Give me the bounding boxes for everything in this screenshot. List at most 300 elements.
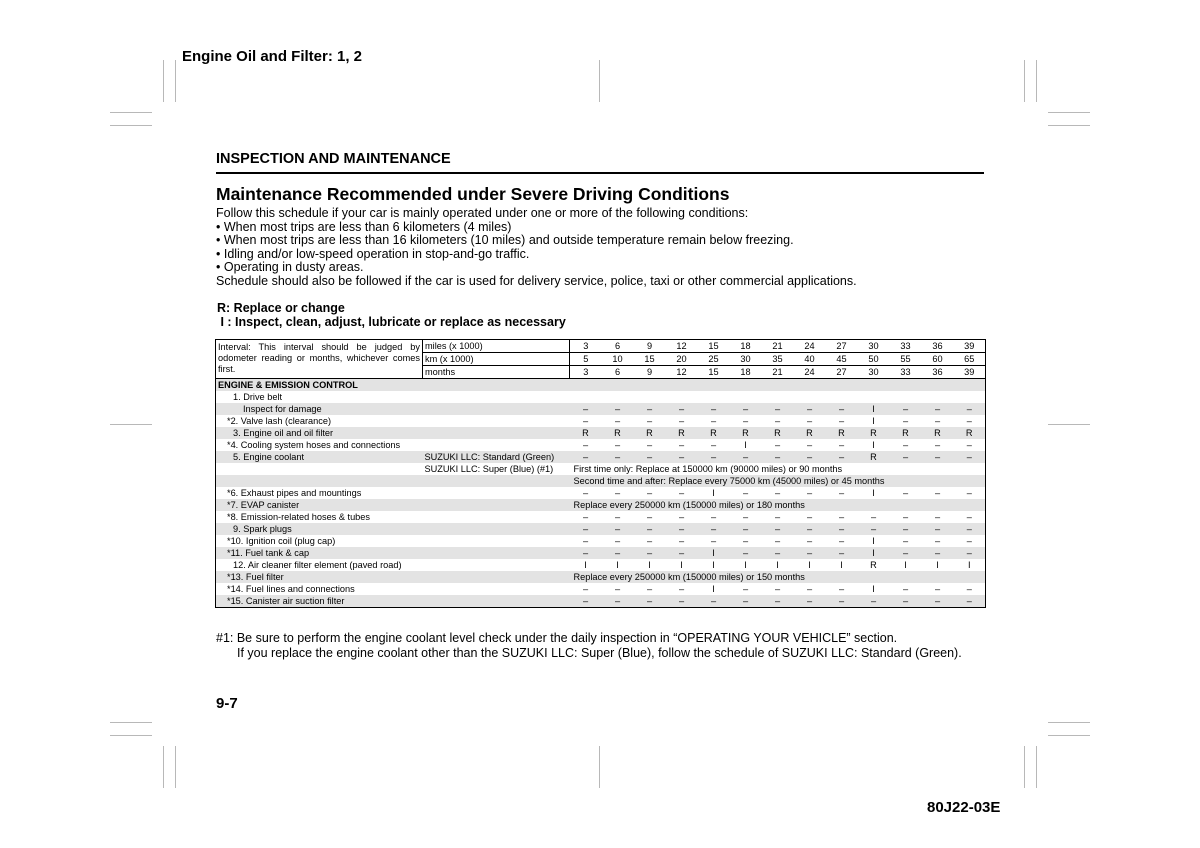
schedule-mark: –	[602, 595, 634, 608]
schedule-mark: –	[806, 536, 813, 546]
schedule-mark: I	[967, 560, 971, 570]
schedule-mark: –	[794, 403, 826, 415]
schedule-mark: –	[602, 403, 634, 415]
schedule-mark: –	[614, 440, 621, 450]
schedule-mark: –	[634, 523, 666, 535]
schedule-mark: –	[762, 403, 794, 415]
schedule-mark: –	[646, 488, 653, 498]
schedule-mark: I	[858, 547, 890, 559]
interval-unit-label: km (x 1000)	[423, 353, 570, 366]
schedule-mark: –	[966, 584, 972, 594]
schedule-mark: –	[934, 536, 941, 546]
schedule-mark	[890, 391, 922, 403]
schedule-mark: –	[602, 523, 634, 535]
schedule-mark: –	[646, 416, 653, 426]
schedule-mark: –	[646, 584, 653, 594]
schedule-mark: –	[678, 584, 685, 594]
schedule-mark	[954, 391, 986, 403]
schedule-mark	[634, 391, 666, 403]
schedule-mark: –	[890, 451, 922, 463]
schedule-mark: R	[634, 427, 666, 439]
schedule-mark: –	[614, 488, 621, 498]
crop-mark	[110, 125, 152, 126]
schedule-mark: –	[838, 584, 845, 594]
schedule-mark: –	[922, 523, 954, 535]
schedule-mark: –	[858, 595, 890, 608]
schedule-mark: –	[742, 584, 749, 594]
crop-mark	[1036, 746, 1037, 788]
schedule-mark: –	[922, 547, 954, 559]
schedule-mark: –	[954, 595, 986, 608]
schedule-mark: –	[902, 536, 909, 546]
schedule-mark	[730, 391, 762, 403]
crop-mark	[175, 60, 176, 102]
schedule-mark: –	[582, 440, 589, 450]
schedule-mark: –	[570, 547, 602, 559]
schedule-mark: –	[646, 440, 653, 450]
interval-value: 36	[922, 340, 954, 353]
schedule-mark: –	[730, 595, 762, 608]
interval-unit-label: miles (x 1000)	[423, 340, 570, 353]
schedule-mark: –	[838, 488, 845, 498]
schedule-mark: –	[806, 488, 813, 498]
schedule-mark: –	[678, 536, 685, 546]
interval-value: 24	[794, 340, 826, 353]
table-row	[216, 403, 986, 415]
schedule-note: First time only: Replace at 150000 km (90000 miles) or 90 months	[573, 464, 843, 474]
schedule-mark: –	[826, 547, 858, 559]
interval-value: 24	[794, 366, 826, 379]
interval-value: 18	[730, 366, 762, 379]
schedule-mark: I	[648, 560, 651, 570]
coolant-type	[423, 595, 570, 608]
schedule-mark: –	[902, 488, 909, 498]
section-header: INSPECTION AND MAINTENANCE	[216, 151, 451, 167]
schedule-mark: R	[954, 427, 986, 439]
schedule-mark	[570, 391, 602, 403]
schedule-mark: –	[774, 584, 781, 594]
document-title: Engine Oil and Filter: 1, 2	[182, 48, 363, 65]
crop-mark	[1024, 60, 1025, 102]
maintenance-item: *8. Emission-related hoses & tubes	[227, 512, 370, 522]
interval-value: 20	[666, 353, 698, 366]
interval-value: 6	[602, 340, 634, 353]
schedule-mark: –	[582, 512, 589, 522]
schedule-mark: –	[730, 523, 762, 535]
schedule-mark: –	[858, 523, 890, 535]
schedule-mark: I	[872, 416, 875, 426]
schedule-mark: –	[794, 523, 826, 535]
schedule-mark: –	[934, 416, 941, 426]
section-row	[216, 379, 986, 392]
crop-mark	[599, 746, 600, 788]
schedule-mark: –	[678, 488, 685, 498]
interval-value: 12	[666, 366, 698, 379]
schedule-mark: –	[614, 416, 621, 426]
schedule-mark: –	[890, 547, 922, 559]
schedule-mark: R	[666, 427, 698, 439]
schedule-mark: –	[954, 403, 986, 415]
coolant-type	[423, 439, 570, 451]
schedule-mark: I	[840, 560, 843, 570]
interval-header-row	[216, 340, 986, 353]
table-row	[216, 439, 986, 451]
schedule-mark: I	[712, 584, 715, 594]
schedule-mark: –	[934, 512, 941, 522]
schedule-mark: –	[890, 523, 922, 535]
crop-mark	[110, 112, 152, 113]
interval-value: 45	[826, 353, 858, 366]
maintenance-item	[216, 463, 423, 475]
schedule-mark: –	[806, 416, 813, 426]
crop-mark	[1048, 424, 1090, 425]
schedule-mark: –	[614, 584, 621, 594]
crop-mark	[1048, 125, 1090, 126]
schedule-mark: –	[742, 536, 749, 546]
schedule-mark: –	[922, 595, 954, 608]
schedule-mark: –	[902, 416, 909, 426]
schedule-mark: –	[774, 536, 781, 546]
schedule-mark: I	[680, 560, 683, 570]
crop-mark	[1036, 60, 1037, 102]
interval-value: 10	[602, 353, 634, 366]
schedule-mark: –	[634, 403, 666, 415]
schedule-mark: –	[666, 547, 698, 559]
interval-value: 30	[858, 340, 890, 353]
schedule-mark: –	[838, 416, 845, 426]
schedule-mark: –	[570, 451, 602, 463]
interval-value: 21	[762, 340, 794, 353]
maintenance-item: *6. Exhaust pipes and mountings	[227, 488, 362, 498]
coolant-type	[423, 487, 570, 499]
interval-value: 18	[730, 340, 762, 353]
section-title: ENGINE & EMISSION CONTROL	[216, 379, 986, 392]
coolant-type	[423, 559, 570, 571]
schedule-mark: –	[634, 451, 666, 463]
schedule-mark: –	[678, 416, 685, 426]
schedule-mark: –	[762, 451, 794, 463]
schedule-mark: –	[838, 536, 845, 546]
crop-mark	[1048, 735, 1090, 736]
condition-bullet: • Idling and/or low-speed operation in stop-and-go traffic.	[216, 246, 530, 261]
schedule-mark: –	[826, 595, 858, 608]
schedule-mark: –	[774, 440, 781, 450]
schedule-mark: –	[966, 488, 972, 498]
coolant-type	[423, 403, 570, 415]
crop-mark	[1048, 112, 1090, 113]
schedule-mark: R	[890, 427, 922, 439]
schedule-mark: –	[774, 488, 781, 498]
interval-value: 15	[698, 340, 730, 353]
schedule-mark: –	[570, 523, 602, 535]
schedule-mark: –	[698, 403, 730, 415]
maintenance-item: 5. Engine coolant	[216, 451, 423, 463]
schedule-mark: –	[614, 536, 621, 546]
schedule-mark: –	[646, 512, 653, 522]
schedule-mark: –	[922, 403, 954, 415]
schedule-mark: –	[666, 403, 698, 415]
footnote	[216, 631, 962, 660]
schedule-mark: –	[582, 488, 589, 498]
document-code: 80J22-03E	[927, 799, 1001, 816]
schedule-mark: –	[582, 536, 589, 546]
table-row	[216, 523, 986, 535]
schedule-mark: –	[582, 584, 589, 594]
schedule-mark: –	[582, 416, 589, 426]
schedule-mark: –	[902, 440, 909, 450]
condition-bullet: • When most trips are less than 6 kilometers (4 miles)	[216, 219, 512, 234]
schedule-note: Replace every 250000 km (150000 miles) or 180 months	[570, 499, 986, 511]
interval-value: 50	[858, 353, 890, 366]
schedule-mark: I	[904, 560, 907, 570]
maintenance-item: *15. Canister air suction filter	[216, 595, 423, 608]
schedule-mark: –	[890, 595, 922, 608]
coolant-type	[423, 511, 570, 523]
legend-inspect: I : Inspect, clean, adjust, lubricate or replace as necessary	[217, 315, 566, 329]
schedule-mark: I	[872, 488, 875, 498]
crop-mark	[110, 735, 152, 736]
schedule-mark: –	[742, 512, 749, 522]
schedule-mark: R	[698, 427, 730, 439]
schedule-mark: –	[806, 584, 813, 594]
table-row	[216, 427, 986, 439]
schedule-mark: I	[872, 440, 875, 450]
schedule-mark	[858, 391, 890, 403]
coolant-type	[423, 523, 570, 535]
schedule-mark: –	[934, 584, 941, 594]
interval-value: 40	[794, 353, 826, 366]
maintenance-item: *4. Cooling system hoses and connections	[227, 440, 401, 450]
schedule-mark: I	[698, 547, 730, 559]
schedule-mark: –	[890, 403, 922, 415]
schedule-mark: I	[712, 488, 715, 498]
schedule-mark: –	[678, 512, 685, 522]
interval-value: 39	[954, 340, 986, 353]
interval-value: 60	[922, 353, 954, 366]
condition-bullet: • Operating in dusty areas.	[216, 260, 364, 274]
coolant-type: SUZUKI LLC: Standard (Green)	[423, 451, 570, 463]
schedule-mark: –	[838, 440, 845, 450]
crop-mark	[163, 746, 164, 788]
schedule-mark: –	[698, 451, 730, 463]
interval-value: 5	[570, 353, 602, 366]
interval-value: 15	[698, 366, 730, 379]
table-row	[216, 463, 986, 475]
schedule-mark: –	[570, 595, 602, 608]
table-row	[216, 511, 986, 523]
interval-value: 21	[762, 366, 794, 379]
schedule-mark: –	[826, 403, 858, 415]
schedule-mark	[922, 391, 954, 403]
schedule-mark: R	[730, 427, 762, 439]
section-divider	[216, 172, 984, 174]
schedule-mark: –	[666, 523, 698, 535]
table-row	[216, 547, 986, 559]
schedule-mark: I	[744, 560, 747, 570]
schedule-mark: I	[936, 560, 939, 570]
maintenance-schedule-table	[215, 339, 986, 608]
intro-lead: Follow this schedule if your car is mainly operated under one or more of the following conditions:	[216, 206, 749, 220]
table-row	[216, 451, 986, 463]
schedule-mark: I	[744, 440, 747, 450]
crop-mark	[110, 722, 152, 723]
legend-replace: R: Replace or change	[217, 301, 345, 315]
maintenance-item: 3. Engine oil and oil filter	[216, 427, 423, 439]
intro-text	[216, 207, 984, 288]
schedule-mark: –	[966, 416, 972, 426]
interval-value: 3	[570, 340, 602, 353]
schedule-mark: I	[584, 560, 587, 570]
interval-value: 30	[858, 366, 890, 379]
schedule-mark	[762, 391, 794, 403]
table-row	[216, 487, 986, 499]
interval-value: 6	[602, 366, 634, 379]
interval-value: 27	[826, 366, 858, 379]
schedule-mark: –	[806, 440, 813, 450]
schedule-mark: –	[934, 488, 941, 498]
table-row	[216, 595, 986, 608]
schedule-mark: I	[808, 560, 811, 570]
schedule-mark: –	[646, 536, 653, 546]
schedule-mark: I	[872, 536, 875, 546]
crop-mark	[599, 60, 600, 102]
schedule-mark: I	[616, 560, 619, 570]
coolant-type	[423, 499, 570, 511]
legend	[217, 301, 566, 329]
schedule-mark: R	[794, 427, 826, 439]
schedule-mark	[794, 391, 826, 403]
schedule-mark	[698, 391, 730, 403]
schedule-mark: –	[602, 547, 634, 559]
schedule-mark	[826, 391, 858, 403]
schedule-mark: –	[710, 512, 717, 522]
schedule-mark	[602, 391, 634, 403]
schedule-mark: R	[826, 427, 858, 439]
schedule-mark: R	[870, 560, 877, 570]
crop-mark	[1048, 722, 1090, 723]
schedule-mark: I	[712, 560, 715, 570]
intro-closing: Schedule should also be followed if the car is used for delivery service, police, taxi or other commercial applications.	[216, 273, 857, 288]
schedule-mark: –	[966, 440, 972, 450]
schedule-mark: –	[826, 451, 858, 463]
maintenance-item: 1. Drive belt	[233, 392, 283, 402]
condition-bullet: • When most trips are less than 16 kilometers (10 miles) and outside temperature remain below freezing.	[216, 233, 794, 247]
interval-note: Interval: This interval should be judged by odometer reading or months, whichever comes first.	[216, 340, 423, 379]
interval-value: 25	[698, 353, 730, 366]
table-row	[216, 391, 986, 403]
schedule-mark: –	[826, 523, 858, 535]
schedule-mark: –	[698, 523, 730, 535]
page-number: 9-7	[216, 695, 238, 712]
interval-value: 39	[954, 366, 986, 379]
maintenance-item: *10. Ignition coil (plug cap)	[227, 536, 336, 546]
interval-value: 36	[922, 366, 954, 379]
interval-value: 55	[890, 353, 922, 366]
interval-value: 33	[890, 340, 922, 353]
coolant-type	[423, 571, 570, 583]
schedule-mark: –	[602, 451, 634, 463]
crop-mark	[175, 746, 176, 788]
schedule-mark: –	[678, 440, 685, 450]
maintenance-item: *11. Fuel tank & cap	[216, 547, 423, 559]
coolant-type	[423, 391, 570, 403]
crop-mark	[163, 60, 164, 102]
schedule-mark: –	[710, 440, 717, 450]
page-heading: Maintenance Recommended under Severe Driving Conditions	[216, 184, 730, 204]
schedule-mark: –	[934, 440, 941, 450]
coolant-type	[423, 583, 570, 595]
schedule-mark: –	[762, 523, 794, 535]
interval-value: 9	[634, 366, 666, 379]
schedule-mark: –	[954, 451, 986, 463]
table-row	[216, 559, 986, 571]
schedule-mark: –	[762, 547, 794, 559]
schedule-mark: –	[710, 416, 717, 426]
schedule-mark: –	[730, 403, 762, 415]
schedule-mark: –	[774, 416, 781, 426]
maintenance-item: *14. Fuel lines and connections	[227, 584, 355, 594]
coolant-type	[423, 547, 570, 559]
schedule-mark: –	[614, 512, 621, 522]
schedule-mark: –	[966, 512, 972, 522]
maintenance-item	[216, 475, 423, 487]
schedule-mark: –	[902, 584, 909, 594]
schedule-mark: –	[570, 403, 602, 415]
interval-value: 65	[954, 353, 986, 366]
interval-value: 12	[666, 340, 698, 353]
crop-mark	[110, 424, 152, 425]
crop-mark	[1024, 746, 1025, 788]
interval-value: 15	[634, 353, 666, 366]
coolant-type	[423, 427, 570, 439]
schedule-mark: –	[634, 547, 666, 559]
schedule-mark: –	[666, 595, 698, 608]
schedule-mark: –	[806, 512, 813, 522]
table-row	[216, 475, 986, 487]
schedule-mark: I	[858, 403, 890, 415]
schedule-mark: –	[742, 416, 749, 426]
schedule-mark: –	[870, 512, 877, 522]
footnote-line: If you replace the engine coolant other than the SUZUKI LLC: Super (Blue), follow the schedule of SUZUKI LLC: Standard (Green).	[237, 645, 962, 660]
schedule-mark: –	[730, 451, 762, 463]
schedule-mark: R	[858, 427, 890, 439]
schedule-mark: I	[872, 584, 875, 594]
schedule-body	[216, 340, 986, 608]
schedule-mark: –	[794, 547, 826, 559]
maintenance-item: 12. Air cleaner filter element (paved road)	[233, 560, 402, 570]
schedule-mark: –	[698, 595, 730, 608]
schedule-mark: –	[794, 451, 826, 463]
schedule-mark: R	[762, 427, 794, 439]
schedule-note: Replace every 250000 km (150000 miles) or 150 months	[570, 571, 986, 583]
table-row	[216, 499, 986, 511]
schedule-mark: –	[794, 595, 826, 608]
schedule-mark: I	[776, 560, 779, 570]
maintenance-item: Inspect for damage	[216, 403, 423, 415]
interval-value: 35	[762, 353, 794, 366]
maintenance-item: *13. Fuel filter	[216, 571, 423, 583]
table-row	[216, 571, 986, 583]
schedule-mark: –	[902, 512, 909, 522]
schedule-mark: R	[922, 427, 954, 439]
maintenance-item: *7. EVAP canister	[216, 499, 423, 511]
schedule-mark: –	[922, 451, 954, 463]
coolant-type	[423, 535, 570, 547]
schedule-mark: –	[838, 512, 845, 522]
schedule-mark: –	[966, 536, 972, 546]
interval-value: 27	[826, 340, 858, 353]
table-row	[216, 535, 986, 547]
